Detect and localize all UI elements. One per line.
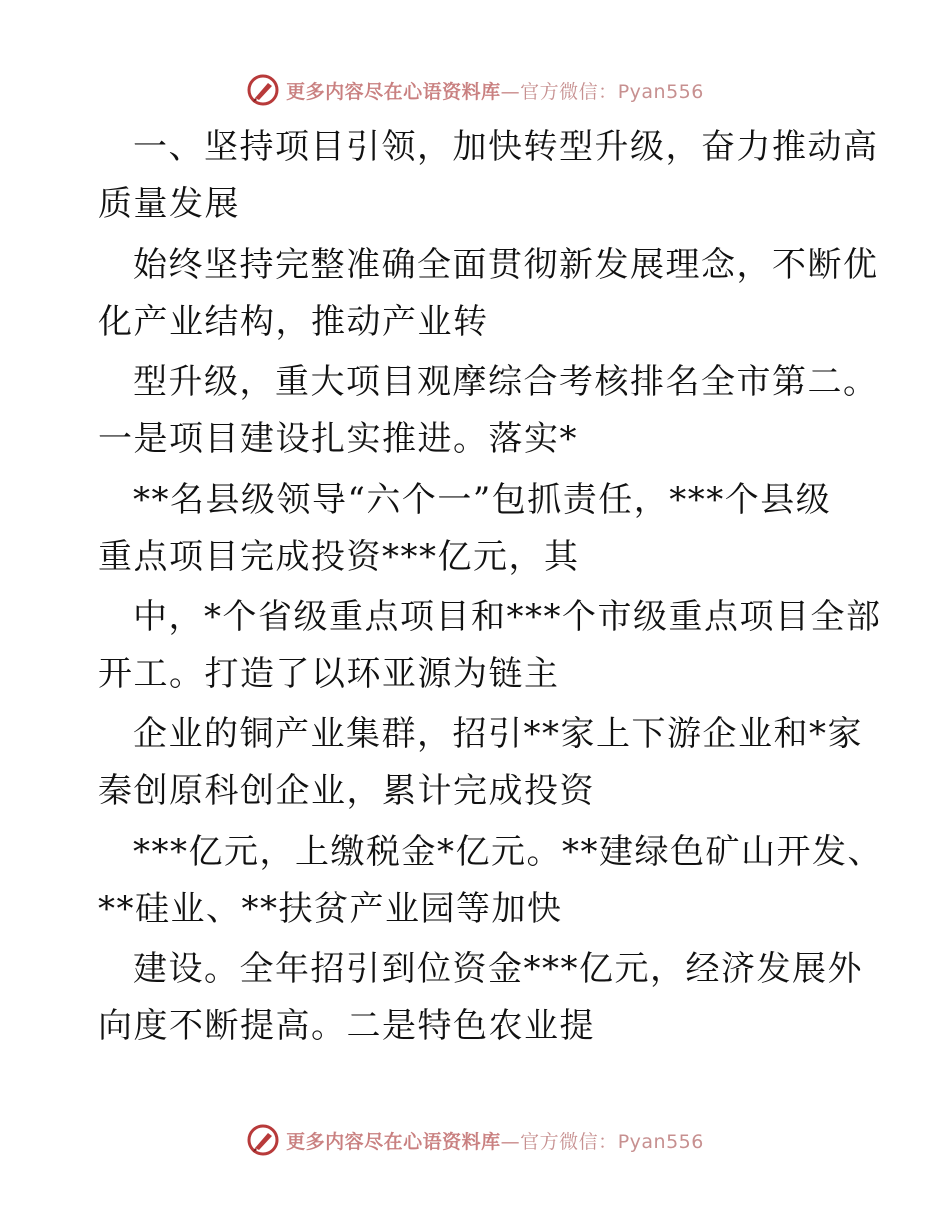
text-line: **名县级领导“六个一”包抓责任，***个县级	[133, 480, 832, 520]
footer-banner	[0, 1120, 950, 1160]
text-line: 一是项目建设扎实推进。落实*	[98, 419, 578, 459]
text-line: 重点项目完成投资***亿元，其	[98, 537, 580, 577]
text-line: 中，*个省级重点项目和***个市级重点项目全部	[133, 597, 882, 637]
text-line: 型升级，重大项目观摩综合考核排名全市第二。	[133, 362, 879, 402]
text-line: ***亿元，上缴税金*亿元。**建绿色矿山开发、	[133, 832, 883, 872]
text-line: 质量发展	[98, 184, 240, 224]
banner-wechat-id: Pyan556	[617, 80, 704, 103]
text-line: 化产业结构，推动产业转	[98, 302, 489, 342]
text-line: **硅业、**扶贫产业园等加快	[98, 889, 563, 929]
text-line: 秦创原科创企业，累计完成投资	[98, 771, 595, 811]
banner-separator: —	[500, 80, 521, 103]
banner-brand: 更多内容尽在心语资料库	[286, 80, 501, 103]
banner-wechat-id: Pyan556	[617, 1130, 704, 1153]
banner-wechat-label: 官方微信：	[520, 80, 618, 103]
banner-brand: 更多内容尽在心语资料库	[286, 1130, 501, 1153]
text-line: 企业的铜产业集群，招引**家上下游企业和*家	[133, 714, 863, 754]
banner-wechat-label: 官方微信：	[520, 1130, 618, 1153]
text-line: 一、坚持项目引领，加快转型升级，奋力推动高	[133, 127, 879, 167]
text-line: 始终坚持完整准确全面贯彻新发展理念，不断优	[133, 245, 879, 285]
banner-text	[286, 1127, 704, 1154]
banner-separator: —	[500, 1130, 521, 1153]
text-line: 开工。打造了以环亚源为链主	[98, 654, 560, 694]
text-line: 向度不断提高。二是特色农业提	[98, 1006, 595, 1046]
pen-logo-icon	[246, 1123, 280, 1157]
text-line: 建设。全年招引到位资金***亿元，经济发展外	[133, 949, 863, 989]
